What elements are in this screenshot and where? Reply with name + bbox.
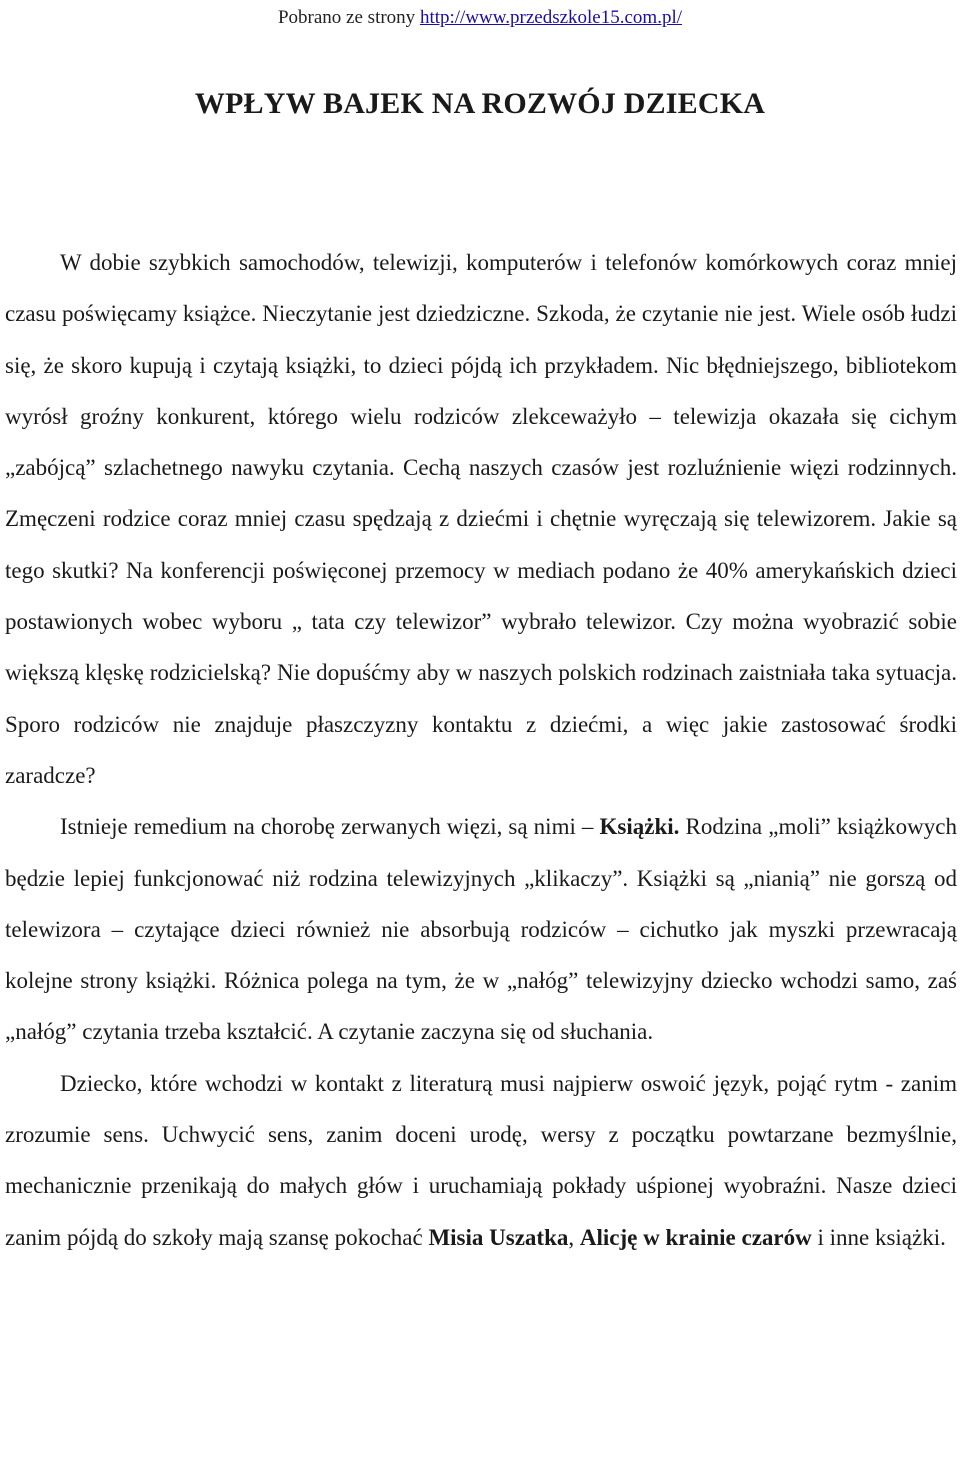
quote-nalog-1: „nałóg” (506, 968, 579, 994)
source-line (0, 6, 960, 30)
paragraph-2-text-2: Rodzina (679, 814, 769, 840)
paragraph-3-text-2: , (568, 1224, 580, 1250)
quote-klikaczy: „klikaczy” (524, 865, 623, 891)
bold-alicje-w-krainie-czarow: Alicję w krainie czarów (579, 1224, 812, 1250)
paragraph-2 (5, 801, 957, 1057)
paragraph-1-text-3: wybrało telewizor. Czy można wyobrazić sobie większą klęskę rodzicielską? Nie dopuśćmy aby w naszych polskich rodzinach zaistniała taka sytuacja. Sporo rodziców nie znajduje płaszczyzny kontaktu z dziećmi, a więc jakie zastosować środki zaradcze? (5, 609, 957, 788)
paragraph-1-text-2: szlachetnego nawyku czytania. Cechą naszych czasów jest rozluźnienie więzi rodzinnych. Zmęczeni rodzice coraz mniej czasu spędzają z dziećmi i chętnie wyręczają się telewizorem. Jakie są tego skutki? Na konferencji poświęconej przemocy w mediach podano że 40% amerykańskich dzieci postawionych wobec wyboru (5, 455, 957, 635)
paragraph-2-text-4: . Książki są (622, 865, 744, 891)
quote-tata-czy-telewizor: „ tata czy telewizor” (291, 609, 492, 635)
paragraph-2-text-3: książkowych będzie lepiej funkcjonować niż rodzina telewizyjnych (5, 814, 957, 891)
quote-moli: „moli” (768, 814, 831, 840)
paragraph-2-text-7: czytania trzeba kształcić. A czytanie zaczyna się od słuchania. (76, 1019, 654, 1045)
quote-niania: „nianią” (743, 865, 821, 891)
paragraph-1-text-1: W dobie szybkich samochodów, telewizji, komputerów i telefonów komórkowych coraz mniej czasu poświęcamy książce. Nieczytanie jest dziedziczne. Szkoda, że czytanie nie jest. Wiele osób łudzi się, że skoro kupują i czytają książki, to dzieci pójdą ich przykładem. Nic błędniejszego, bibliotekom wyrósł groźny konkurent, którego wielu rodziców zlekceważyło – telewizja okazała się cichym (5, 250, 957, 429)
document-title: WPŁYW BAJEK NA ROZWÓJ DZIECKA (194, 87, 766, 120)
paragraph-2-text-1: Istnieje remedium na chorobę zerwanych więzi, są nimi – (60, 814, 600, 840)
paragraph-1 (5, 237, 957, 801)
paragraph-2-text-5: nie gorszą od telewizora – czytające dzieci również nie absorbują rodziców – cichutko jak myszki przewracają kolejne strony książki. Różnica polega na tym, że w (5, 865, 957, 994)
paragraph-3-text-1: Dziecko, które wchodzi w kontakt z literaturą musi najpierw oswoić język, pojąć rytm - zanim zrozumie sens. Uchwycić sens, zanim doceni urodę, wersy z początku powtarzane bezmyślnie, mechanicznie przenikają do małych głów i uruchamiają pokłady uśpionej wyobraźni. Nasze dzieci zanim pójdą do szkoły mają szansę pokochać (5, 1070, 957, 1250)
source-prefix: Pobrano ze strony (277, 7, 420, 28)
paragraph-3 (5, 1058, 957, 1263)
document-body (5, 237, 957, 1263)
paragraph-3-text-3: i inne książki. (811, 1224, 946, 1250)
paragraph-2-text-6: telewizyjny dziecko wchodzi samo, zaś (578, 968, 957, 994)
bold-misia-uszatka: Misia Uszatka (428, 1224, 569, 1250)
quote-zabojca: „zabójcą” (5, 455, 96, 481)
source-url-link[interactable]: http://www.przedszkole15.com.pl/ (419, 7, 683, 28)
bold-ksiazki: Książki. (599, 814, 680, 840)
quote-nalog-2: „nałóg” (5, 1019, 77, 1045)
